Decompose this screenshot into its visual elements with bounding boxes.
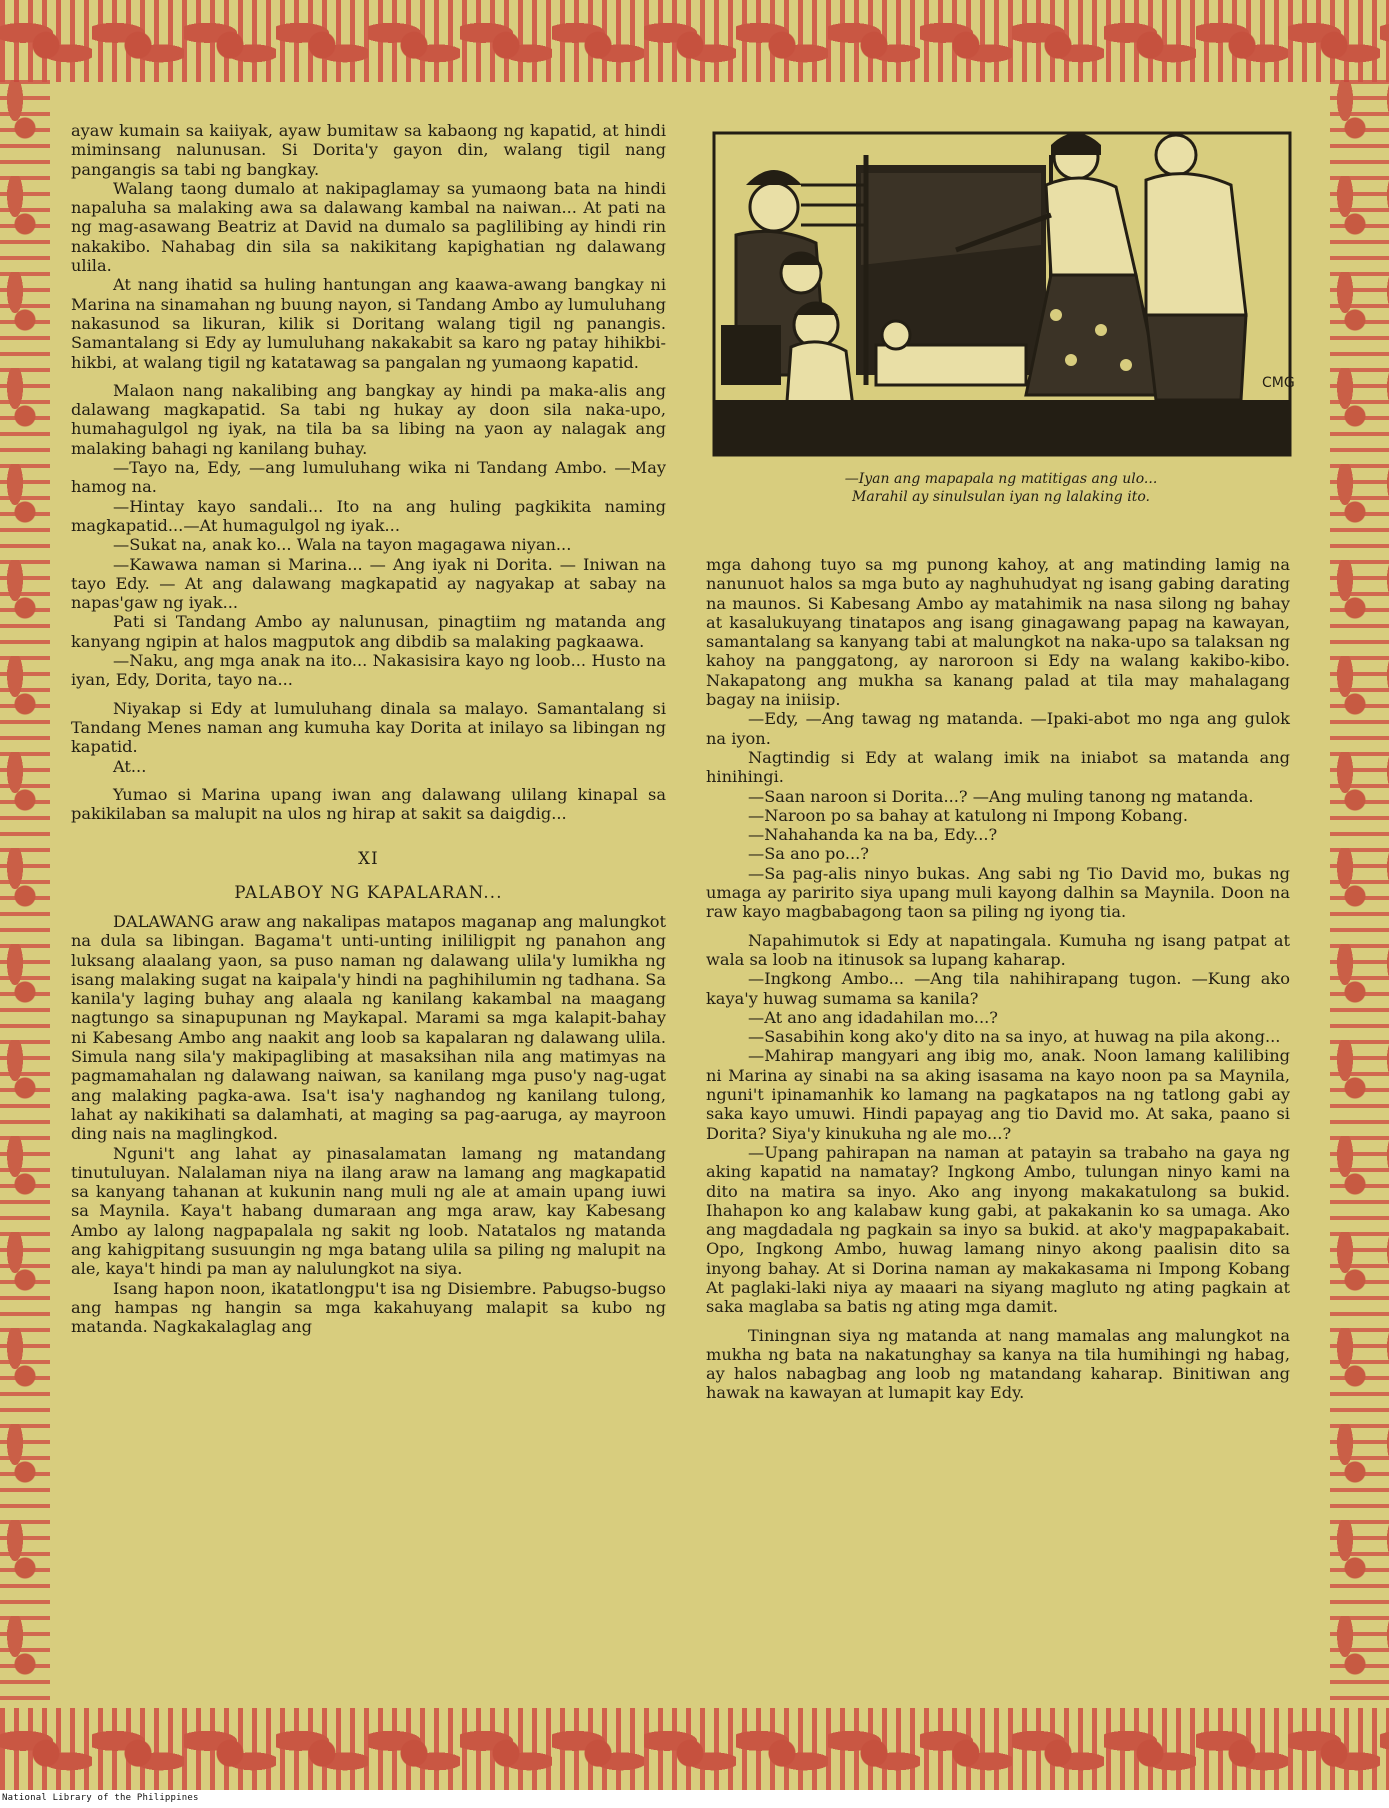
decorative-border-top [0,0,1389,82]
paragraph: Tiningnan siya ng matanda at nang mamalas ang malungkot na mukha ng bata na nakatunghay sa kanya na tila humihingi ng habag, ay halos nabagbag ang loob ng matandang kaharap. Binitiwan ang hawak na kawayan at lumapit kay Edy. [706,1325,1290,1403]
paragraph: DALAWANG araw ang nakalipas matapos maganap ang malungkot na dula sa libingan. Bagama't unti-unting inililigpit ng panahon ang luksang alaalang yaon, sa puso naman ng dalawang ulila'y lumikha ng isang malaking sugat na kaipala'y hindi na paghihilumin ng tadhana. Sa kanila'y laging buhay ang alaala ng kanilang kakambal na maagang nagtungo sa sinapupunan ng Maykapal. Marami sa mga kalapit-bahay ni Kabesang Ambo ang naakit ang loob sa kapalaran ng dalawang ulila. Simula nang sila'y makipaglibing at masaksihan nila ang matimyas na pagmamahalan ng dalawang naiwan, sa kanilang mga puso'y nag-ugat ang malaking pagka-awa. Isa't isa'y naghandog ng kanilang tulong, lahat ay nakikihati sa dalamhati, at maging sa pag-aaruga, ay mayroon ding nais na maglingkod. [71,911,666,1144]
paragraph: —Hintay kayo sandali... Ito na ang huling pagkikita naming magkapatid...—At humagulgol ng iyak... [71,496,666,535]
paragraph: —Kawawa naman si Marina... — Ang iyak ni Dorita. — Iniwan na tayo Edy. — At ang dalawang magkapatid ay nagyakap at sabay na napas'gaw ng iyak... [71,554,666,613]
paragraph: —Naku, ang mga anak na ito... Nakasisira kayo ng loob... Husto na iyan, Edy, Dorita, tayo na... [71,651,666,690]
paragraph: Isang hapon noon, ikatatlongpu't isa ng Disiembre. Pabugso-bugso ang hampas ng hangin sa mga kakahuyang malapit sa kubo ng matanda. Nagkakalaglag ang [71,1278,666,1337]
paragraph: —Saan naroon si Dorita...? —Ang muling tanong ng matanda. [748,786,1254,806]
paragraph: —Upang pahirapan na naman at patayin sa trabaho na gaya ng aking kapatid na namatay? Ingkong Ambo, tulungan ninyo kami na dito na matira sa inyo. Ako ang inyong makakatulong sa bukid. Ihahapon ko ang kalabaw kung gabi, at pakakanin ko sa umaga. Ako ang magdadala ng pagkain sa inyo sa bukid. at ako'y magpapakabait. Opo, Ingkong Ambo, huwag lamang ninyo akong paalisin dito sa inyong bahay. At si Dorina naman ay makakasama ni Impong Kobang At paglaki-laki niya ay maaari na siyang magluto ng ating pagkain at saka maglaba sa batis ng ating mga damit. [706,1142,1290,1317]
paragraph: —Ingkong Ambo... —Ang tila nahihirapang tugon. —Kung ako kaya'y huwag sumama sa kanila? [706,969,1290,1008]
decorative-border-bottom [0,1708,1389,1790]
paragraph: —Naroon po sa bahay at katulong ni Impong Kobang. [748,805,1188,825]
paragraph: —Tayo na, Edy, —ang lumuluhang wika ni Tandang Ambo. —May hamog na. [71,458,666,497]
left-column [71,121,666,1337]
illustration-caption [706,470,1296,506]
paragraph: At nang ihatid sa huling hantungan ang kaawa-awang bangkay ni Marina na sinamahan ng buung nayon, si Tandang Ambo ay lumuluhang nakasunod sa likuran, kilik si Doritang walang tigil ng panangis. Samantalang si Edy ay lumuluhang nakakabit sa karo ng patay hihikbi-hikbi, at walang tigil ng katatawag sa pangalan ng yumaong kapatid. [71,275,666,372]
caption-line: —Iyan ang mapapala ng matitigas ang ulo... [844,471,1158,487]
paragraph: At... [113,756,147,776]
paragraph: Malaon nang nakalibing ang bangkay ay hindi pa maka-alis ang dalawang magkapatid. Sa tabi ng hukay ay doon sila naka-upo, humahagulgol ng iyak, na tila ba sa libing na yaon ay nalagak ang malaking bahagi ng kanilang buhay. [71,380,666,458]
paragraph: ayaw kumain sa kaiiyak, ayaw bumitaw sa kabaong ng kapatid, at hindi miminsang nalunusan. Si Dorita'y gayon din, walang tigil nang pangangis sa tabi ng bangkay. [71,121,666,179]
paragraph: —Sa ano po...? [748,844,869,864]
paragraph: Niyakap si Edy at lumuluhang dinala sa malayo. Samantalang si Tandang Menes naman ang kumuha kay Dorita at inilayo sa libingan ng kapatid. [71,698,666,757]
paragraph: —Edy, —Ang tawag ng matanda. —Ipaki-abot mo nga ang gulok na iyon. [706,709,1290,748]
woodcut-illustration [706,125,1296,462]
paragraph: Pati si Tandang Ambo ay nalunusan, pinagtiim ng matanda ang kanyang ngipin at halos magputok ang dibdib sa malaking pagkaawa. [71,612,666,651]
paragraph: —Sukat na, anak ko... Wala na tayon magagawa niyan... [113,535,572,555]
paragraph: Walang taong dumalo at nakipaglamay sa yumaong bata na hindi napaluha sa malaking awa sa dalawang kambal na naiwan... At pati na ng mag-asawang Beatriz at David na dumalo sa paglilibing ay hindi rin nakakibo. Nahabag din sila sa nakikitang kapighatian ng dalawang ulila. [71,178,666,276]
paragraph: —Mahirap mangyari ang ibig mo, anak. Noon lamang kalilibing ni Marina ay sinabi na sa aking isasama na kayo noon pa sa Maynila, nguni't ipinamanhik ko lamang na pagkatapos na ng tatlong gabi ay saka kayo umuwi. Hindi papayag ang tio David mo. At saka, paano si Dorita? Siya'y kinukuha ng ale mo...? [706,1046,1290,1143]
right-column [706,555,1290,1403]
paragraph: Napahimutok si Edy at napatingala. Kumuha ng isang patpat at wala sa loob na itinusok sa lupang kaharap. [706,930,1290,969]
chapter-number: XI [358,849,379,869]
illustrator-signature: CMG [1262,375,1295,391]
library-footer: National Library of the Philippines [2,1793,199,1803]
paragraph: —At ano ang idadahilan mo...? [748,1007,998,1027]
paragraph: —Sasabihin kong ako'y dito na sa inyo, at huwag na pila akong... [748,1027,1281,1047]
chapter-title: PALABOY NG KAPALARAN... [234,882,503,902]
paragraph: Yumao si Marina upang iwan ang dalawang ulilang kinapal sa pakikilaban sa malupit na ulos ng hirap at sakit sa daigdig... [71,784,666,824]
decorative-border-left [0,80,50,1710]
paragraph: —Sa pag-alis ninyo bukas. Ang sabi ng Tio David mo, bukas ng umaga ay paririto siya upang muli kayong dalhin sa Maynila. Doon na raw kayo magbabagong taon sa piling ng iyong tia. [706,863,1290,922]
illustration-drawing [706,125,1296,462]
caption-line: Marahil ay sinulsulan iyan ng lalaking ito. [852,489,1150,505]
paragraph: Nguni't ang lahat ay pinasalamatan lamang ng matandang tinutuluyan. Nalalaman niya na ilang araw na lamang ang magkapatid sa kanyang tahanan at kukunin nang muli ng ale at amain upang iuwi sa Maynila. Kaya't habang dumaraan ang mga araw, kay Kabesang Ambo ay lalong nagpapalala ng sakit ng loob. Natatalos ng matanda ang kahigpitang susuungin ng mga batang ulila sa piling ng malupit na ale, kaya't hindi pa man ay nalulungkot na siya. [71,1143,666,1279]
decorative-border-right [1330,80,1389,1710]
paragraph: Nagtindig si Edy at walang imik na iniabot sa matanda ang hinihingi. [706,747,1290,787]
paragraph: —Nahahanda ka na ba, Edy...? [748,825,998,845]
paragraph: mga dahong tuyo sa mg punong kahoy, at ang matinding lamig na nanunuot halos sa mga buto ay naghuhudyat ng isang gabing darating na maunos. Si Kabesang Ambo ay matahimik na nasa silong ng bahay at kasalukuyang tinatapos ang isang ginagawang papag na kawayan, samantalang sa kanyang tabi at malungkot na naka-upo sa talaksan ng kahoy na panggatong, ay naroroon si Edy na walang kakibo-kibo. Nakapatong ang mukha sa kanang palad at tila may mahalagang bagay na iniisip. [706,555,1290,710]
